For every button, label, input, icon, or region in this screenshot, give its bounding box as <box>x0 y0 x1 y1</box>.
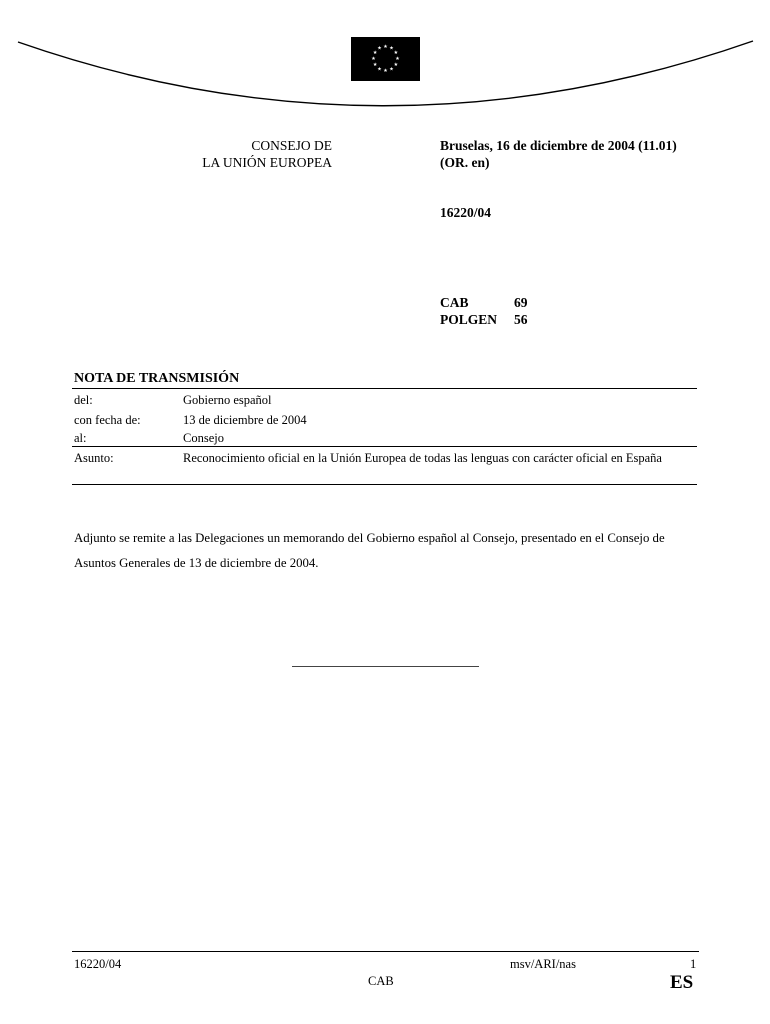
footer-doc-ref: 16220/04 <box>74 957 122 971</box>
svg-text:★: ★ <box>377 45 382 52</box>
svg-text:★: ★ <box>389 66 394 73</box>
svg-text:★: ★ <box>383 68 388 74</box>
field-value: 13 de diciembre de 2004 <box>183 413 307 427</box>
svg-text:★: ★ <box>372 62 378 68</box>
field-label: con fecha de: <box>74 413 141 427</box>
svg-text:★: ★ <box>372 50 378 56</box>
svg-text:★: ★ <box>395 56 400 62</box>
footer-page-number: 1 <box>690 957 697 971</box>
dateline-block <box>440 137 677 171</box>
divider <box>72 484 697 485</box>
divider <box>72 388 697 389</box>
code-label: CAB <box>440 295 469 310</box>
footer-language: ES <box>670 972 694 993</box>
svg-text:★: ★ <box>377 66 382 73</box>
svg-text:★: ★ <box>371 56 376 62</box>
dateline: Bruselas, 16 de diciembre de 2004 (11.01) <box>440 138 677 153</box>
code-number: 69 <box>514 295 528 310</box>
council-line-1: CONSEJO DE <box>251 138 332 153</box>
note-title: NOTA DE TRANSMISIÓN <box>74 371 240 386</box>
footer-divider <box>72 951 699 952</box>
code-label: POLGEN <box>440 312 498 327</box>
eu-flag-icon <box>351 37 420 81</box>
code-number: 56 <box>514 312 528 327</box>
field-label: del: <box>74 393 93 407</box>
header-curve <box>0 0 770 120</box>
field-label: al: <box>74 431 87 445</box>
code-row <box>440 311 528 328</box>
svg-text:★: ★ <box>393 50 399 56</box>
divider <box>72 446 697 447</box>
separator-line <box>292 666 479 667</box>
council-name <box>150 137 332 171</box>
document-number: 16220/04 <box>440 205 492 220</box>
original-language: (OR. en) <box>440 155 490 170</box>
code-row <box>440 294 528 311</box>
field-value: Consejo <box>183 431 224 445</box>
field-value: Reconocimiento oficial en la Unión Europea de todas las lenguas con carácter oficial en España <box>183 451 662 465</box>
body-paragraph: Adjunto se remite a las Delegaciones un memorando del Gobierno español al Consejo, presentado en el Consejo de Asuntos Generales de 13 de diciembre de 2004. <box>74 531 665 570</box>
classification-codes <box>440 294 528 328</box>
svg-text:★: ★ <box>393 62 399 68</box>
footer-dept: CAB <box>368 974 394 988</box>
svg-text:★: ★ <box>389 45 394 52</box>
field-label: Asunto: <box>74 451 114 465</box>
field-value: Gobierno español <box>183 393 272 407</box>
council-line-2: LA UNIÓN EUROPEA <box>202 155 332 170</box>
footer-initials: msv/ARI/nas <box>510 957 576 971</box>
svg-text:★: ★ <box>383 44 388 50</box>
